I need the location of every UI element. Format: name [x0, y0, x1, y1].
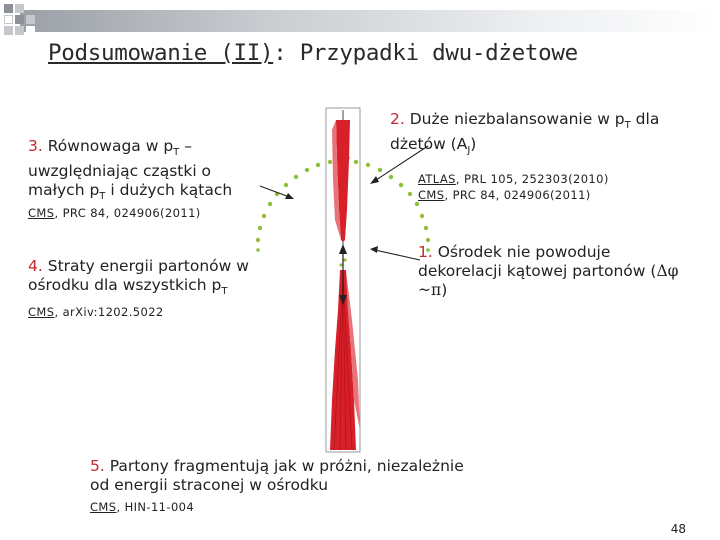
point-5-reference — [90, 500, 194, 514]
point-5 — [90, 457, 480, 495]
pointer-arrow-right2 — [375, 250, 420, 260]
pointer-arrow-right2-head — [370, 246, 378, 253]
point-2-text-a: Duże niezbalansowanie w p — [409, 110, 625, 128]
point-1-text-b: ) — [441, 281, 448, 299]
point-3-ref-rest: , PRC 84, 024906(2011) — [54, 206, 201, 220]
point-4 — [28, 257, 280, 301]
point-2-reference-1 — [418, 172, 609, 186]
point-3-ref-experiment: CMS — [28, 206, 55, 220]
point-5-ref-experiment: CMS — [90, 500, 117, 514]
point-2-ref1-rest: , PRL 105, 252303(2010) — [455, 172, 609, 186]
point-3-sub-b: T — [99, 191, 106, 203]
point-4-ref-experiment: CMS — [28, 305, 55, 319]
point-3-sub-a: T — [173, 147, 180, 159]
point-1-text-a: Ośrodek nie powoduje dekorelacji kątowej partonów ( — [418, 243, 657, 280]
point-2-sub-b: J — [467, 145, 471, 157]
point-1 — [418, 243, 693, 300]
arrow-head-up — [339, 244, 347, 254]
page-number: 48 — [670, 522, 686, 536]
point-2-text-b: dla dżetów (A — [390, 110, 660, 154]
deco-square — [15, 26, 24, 35]
deco-square — [26, 15, 35, 24]
point-2-ref2-experiment: CMS — [418, 188, 445, 202]
point-2 — [390, 110, 690, 160]
point-5-ref-rest: , HIN-11-004 — [116, 500, 195, 514]
deco-square — [26, 26, 35, 35]
pointer-arrow-right-head — [370, 176, 379, 184]
point-3-number: 3. — [28, 137, 43, 155]
point-3-text-b: – uwzględniając cząstki o małych p — [28, 137, 212, 200]
header-decoration — [0, 0, 170, 40]
deco-square — [4, 4, 13, 13]
point-3-reference — [28, 206, 201, 220]
point-4-number: 4. — [28, 257, 43, 275]
point-2-ref2-rest: , PRC 84, 024906(2011) — [444, 188, 591, 202]
point-4-sub-a: T — [221, 286, 228, 298]
point-2-number: 2. — [390, 110, 405, 128]
header-gradient-bar — [20, 10, 720, 32]
deco-square — [4, 15, 13, 24]
point-3-text-c: i dużych kątach — [105, 181, 233, 200]
slide-title — [48, 40, 578, 66]
title-colon: : — [273, 40, 287, 66]
deco-square — [4, 26, 13, 35]
deco-square — [15, 15, 24, 24]
point-3 — [28, 137, 268, 206]
title-rest: Przypadki dwu-dżetowe — [299, 40, 578, 66]
point-1-number: 1. — [418, 243, 433, 261]
deco-square — [15, 4, 24, 13]
point-2-reference-2 — [418, 188, 591, 202]
point-4-reference — [28, 305, 164, 319]
title-main: Podsumowanie (II) — [48, 40, 274, 66]
point-3-text-a: Równowaga w p — [47, 137, 174, 155]
point-1-symbol: Δφ ~π — [418, 262, 679, 299]
point-2-text-c: ) — [470, 135, 477, 154]
point-4-ref-rest: , arXiv:1202.5022 — [54, 305, 164, 319]
point-5-text-a: Partony fragmentują jak w próżni, niezależnie od energii straconej w ośrodku — [90, 457, 464, 494]
point-2-ref1-experiment: ATLAS — [418, 172, 456, 186]
point-5-number: 5. — [90, 457, 105, 475]
point-2-sub-a: T — [624, 120, 631, 132]
point-4-text-a: Straty energii partonów w ośrodku dla wszystkich p — [28, 257, 249, 294]
